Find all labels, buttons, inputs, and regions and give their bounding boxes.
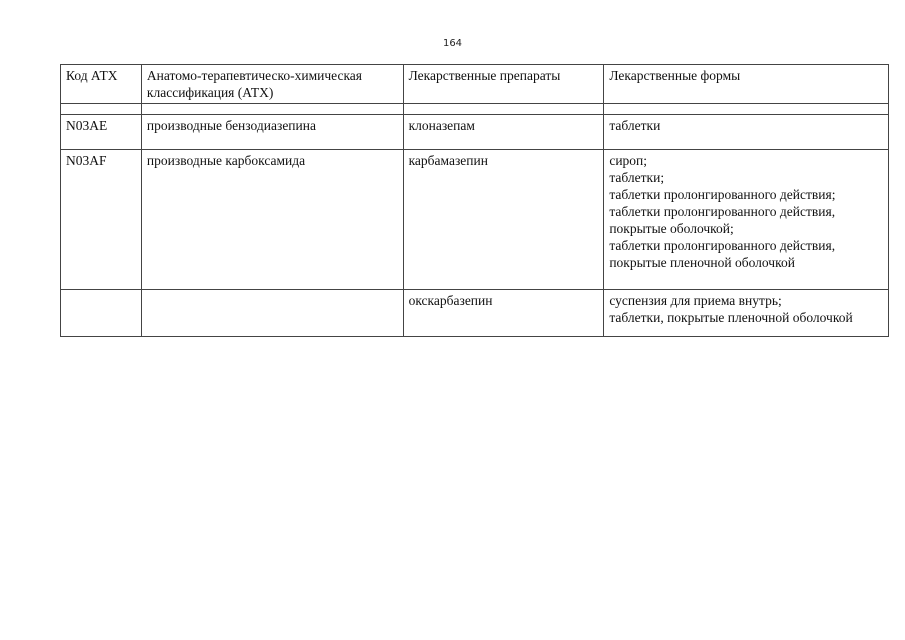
form-line: таблетки;: [609, 170, 665, 185]
form-line: таблетки, покрытые пленочной оболочкой: [609, 310, 853, 325]
table-spacer-row: [61, 104, 889, 115]
classification-cell: [141, 290, 403, 337]
spacer-cell: [604, 104, 889, 115]
code-cell: [61, 290, 142, 337]
drug-cell: карбамазепин: [403, 150, 604, 290]
form-line: сироп;: [609, 153, 648, 168]
form-line: таблетки: [609, 118, 661, 133]
form-line: покрытые оболочкой;: [609, 221, 734, 236]
form-line: суспензия для приема внутрь;: [609, 293, 782, 308]
spacer-cell: [403, 104, 604, 115]
table-row: [61, 290, 889, 337]
spacer-cell: [61, 104, 142, 115]
drug-cell: клоназепам: [403, 115, 604, 150]
header-cell-forms: Лекарственные формы: [604, 65, 889, 104]
page-number: 164: [442, 38, 463, 49]
header-cell-drugs: Лекарственные препараты: [403, 65, 604, 104]
table-row: [61, 115, 889, 150]
classification-cell: производные бензодиазепина: [141, 115, 403, 150]
drug-cell: окскарбазепин: [403, 290, 604, 337]
classification-cell: производные карбоксамида: [141, 150, 403, 290]
code-cell: N03AE: [61, 115, 142, 150]
spacer-cell: [141, 104, 403, 115]
forms-cell: [604, 150, 889, 290]
form-line: таблетки пролонгированного действия;: [609, 187, 836, 202]
code-cell: N03AF: [61, 150, 142, 290]
header-cell-code: Код АТХ: [61, 65, 142, 104]
table-header-row: [61, 65, 889, 104]
forms-cell: [604, 290, 889, 337]
form-line: таблетки пролонгированного действия,: [609, 238, 836, 253]
form-line: таблетки пролонгированного действия,: [609, 204, 836, 219]
forms-cell: [604, 115, 889, 150]
form-line: покрытые пленочной оболочкой: [609, 255, 795, 270]
atx-table: [60, 64, 889, 337]
header-cell-classification: Анатомо-терапевтическо-химическая классификация (АТХ): [141, 65, 403, 104]
table-row: [61, 150, 889, 290]
